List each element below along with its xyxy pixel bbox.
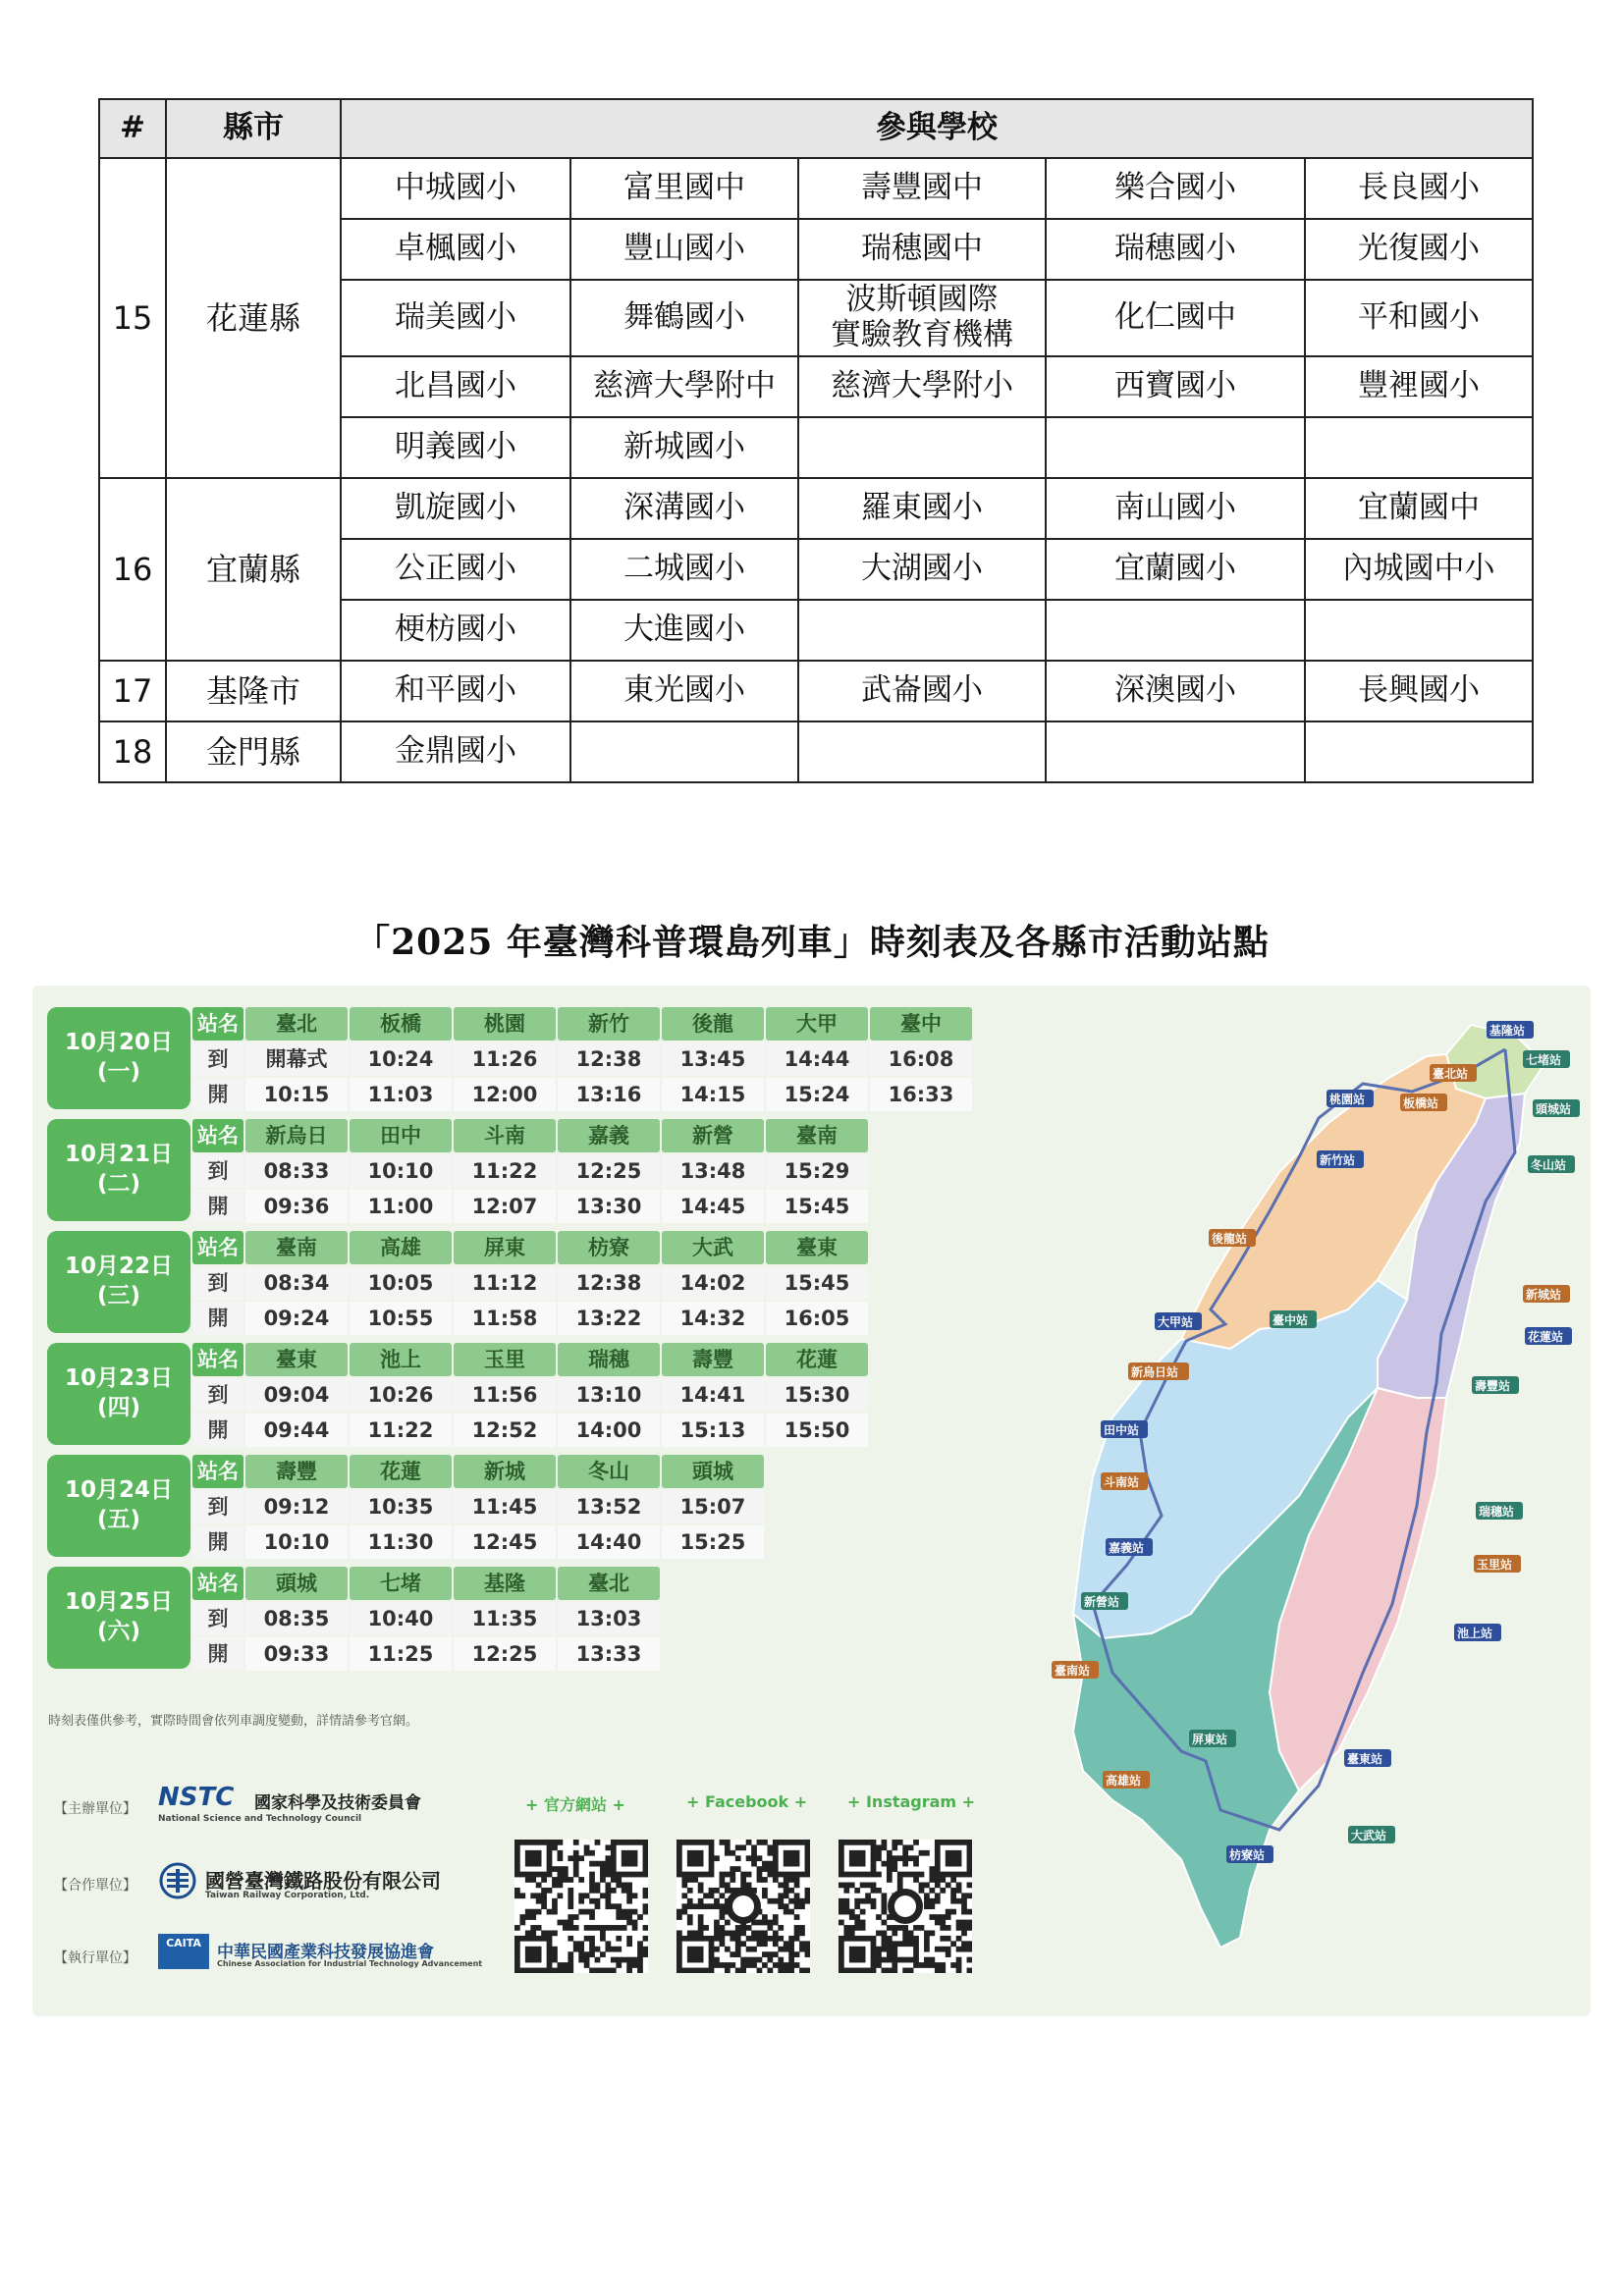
map-station: [1189, 1730, 1236, 1747]
header-city: 縣市: [166, 99, 341, 158]
school-cell: 慈濟大學附小: [798, 356, 1046, 417]
station-name: 冬山: [558, 1455, 660, 1488]
school-cell: 東光國小: [570, 661, 798, 721]
row-number: 17: [99, 661, 166, 721]
time-cell: 15:45: [766, 1190, 868, 1223]
station-name: 嘉義: [558, 1119, 660, 1152]
time-cell: 15:30: [766, 1378, 868, 1412]
map-station-label: 屏東站: [1192, 1733, 1228, 1746]
table-row: [99, 478, 1533, 539]
day-weekday: (六): [96, 1619, 141, 1644]
map-station-label: 新營站: [1084, 1595, 1120, 1609]
station-name: 高雄: [350, 1231, 452, 1264]
map-station: [1525, 1327, 1572, 1345]
time-cell: 12:52: [454, 1414, 556, 1447]
row-label: 開: [192, 1078, 244, 1111]
map-station-label: 新烏日站: [1131, 1365, 1179, 1379]
map-station-label: 新竹站: [1320, 1153, 1356, 1167]
map-station: [1523, 1050, 1570, 1068]
website-link[interactable]: + 官方網站 +: [525, 1795, 625, 1814]
school-cell: [1305, 721, 1533, 782]
row-label: 開: [192, 1414, 244, 1447]
map-station-label: 冬山站: [1531, 1158, 1567, 1172]
station-name: 板橋: [350, 1007, 452, 1041]
organizer-role: 【主辦單位】: [54, 1801, 136, 1817]
school-cell: 中城國小: [341, 158, 570, 219]
time-cell: 11:30: [350, 1525, 452, 1559]
row-label: 站名: [192, 1343, 244, 1376]
school-cell: [798, 600, 1046, 661]
row-label: 開: [192, 1190, 244, 1223]
station-name: 屏東: [454, 1231, 556, 1264]
school-cell: 波斯頓國際 實驗教育機構: [798, 280, 1046, 356]
station-name: 基隆: [454, 1567, 556, 1600]
map-station-label: 板橋站: [1403, 1096, 1439, 1110]
time-cell: 13:10: [558, 1378, 660, 1412]
station-name: 新城: [454, 1455, 556, 1488]
station-name: 玉里: [454, 1343, 556, 1376]
partner-name: 國營臺灣鐵路股份有限公司: [205, 1869, 441, 1893]
time-cell: 15:50: [766, 1414, 868, 1447]
map-station: [1101, 1420, 1148, 1438]
school-cell: 舞鶴國小: [570, 280, 798, 356]
station-name: 臺南: [245, 1231, 348, 1264]
school-cell: 瑞穗國中: [798, 219, 1046, 280]
train-poster: [32, 986, 1591, 2016]
school-cell: [798, 721, 1046, 782]
time-cell: 13:45: [662, 1042, 764, 1076]
time-cell: 10:10: [350, 1154, 452, 1188]
map-station: [1081, 1592, 1128, 1610]
row-label: 站名: [192, 1119, 244, 1152]
map-station: [1103, 1771, 1150, 1789]
map-station: [1454, 1624, 1501, 1641]
map-station-label: 後龍站: [1212, 1232, 1248, 1246]
school-cell: [1046, 600, 1305, 661]
station-name: 臺南: [766, 1119, 868, 1152]
day-date: 10月20日: [64, 1030, 173, 1056]
executor-name: 中華民國產業科技發展協進會: [217, 1943, 434, 1962]
school-cell: 二城國小: [570, 539, 798, 600]
day-date: 10月23日: [64, 1365, 173, 1392]
table-row: [99, 721, 1533, 782]
nstc-logo: NSTC: [158, 1783, 235, 1812]
map-station: [1326, 1090, 1374, 1107]
poster-title: 「2025 年臺灣科普環島列車」時刻表及各縣市活動站點: [354, 922, 1270, 963]
row-label: 到: [192, 1042, 244, 1076]
school-cell: 明義國小: [341, 417, 570, 478]
map-station: [1472, 1376, 1519, 1394]
row-label: 站名: [192, 1231, 244, 1264]
map-station: [1474, 1555, 1521, 1573]
map-station-label: 枋寮站: [1229, 1848, 1266, 1862]
school-cell: 深溝國小: [570, 478, 798, 539]
school-cell: 長興國小: [1305, 661, 1533, 721]
city-cell: 宜蘭縣: [166, 478, 341, 661]
station-name: 瑞穗: [558, 1343, 660, 1376]
school-cell: 豐山國小: [570, 219, 798, 280]
row-label: 站名: [192, 1007, 244, 1041]
map-station: [1209, 1229, 1256, 1247]
school-cell: 深澳國小: [1046, 661, 1305, 721]
school-cell: 宜蘭國中: [1305, 478, 1533, 539]
time-cell: 14:32: [662, 1302, 764, 1335]
time-cell: 10:40: [350, 1602, 452, 1635]
schools-body: [99, 158, 1533, 782]
time-cell: 14:02: [662, 1266, 764, 1300]
time-cell: 16:05: [766, 1302, 868, 1335]
station-name: 田中: [350, 1119, 452, 1152]
map-station-label: 頭城站: [1536, 1102, 1572, 1116]
map-station-label: 池上站: [1457, 1627, 1493, 1640]
executor-role: 【執行單位】: [54, 1950, 136, 1966]
time-cell: 13:30: [558, 1190, 660, 1223]
map-station-label: 斗南站: [1104, 1475, 1140, 1489]
time-cell: 開幕式: [245, 1042, 348, 1076]
time-cell: 08:33: [245, 1154, 348, 1188]
station-name: 新烏日: [245, 1119, 348, 1152]
map-station-label: 桃園站: [1329, 1093, 1366, 1106]
time-cell: 09:36: [245, 1190, 348, 1223]
map-station-label: 瑞穗站: [1479, 1505, 1515, 1519]
school-cell: 羅東國小: [798, 478, 1046, 539]
station-name: 臺東: [245, 1343, 348, 1376]
time-cell: 12:07: [454, 1190, 556, 1223]
map-station-label: 臺南站: [1055, 1664, 1091, 1678]
station-name: 頭城: [662, 1455, 764, 1488]
time-cell: 10:35: [350, 1490, 452, 1523]
taiwan-route-map: [32, 986, 1591, 2016]
time-cell: 16:33: [870, 1078, 972, 1111]
school-cell: 壽豐國中: [798, 158, 1046, 219]
executor-name-en: Chinese Association for Industrial Technology Advancement: [217, 1959, 483, 1968]
station-name: 臺中: [870, 1007, 972, 1041]
station-name: 斗南: [454, 1119, 556, 1152]
day-weekday: (三): [96, 1283, 141, 1308]
time-cell: 16:08: [870, 1042, 972, 1076]
station-name: 新營: [662, 1119, 764, 1152]
time-cell: 14:41: [662, 1378, 764, 1412]
school-cell: 光復國小: [1305, 219, 1533, 280]
map-station: [1344, 1749, 1391, 1767]
station-name: 七堵: [350, 1567, 452, 1600]
school-cell: 金鼎國小: [341, 721, 570, 782]
row-label: 到: [192, 1490, 244, 1523]
station-name: 花蓮: [766, 1343, 868, 1376]
map-station-label: 新城站: [1526, 1288, 1562, 1302]
school-cell: 北昌國小: [341, 356, 570, 417]
day-date: 10月25日: [64, 1589, 173, 1616]
station-name: 大甲: [766, 1007, 868, 1041]
map-station-label: 嘉義站: [1109, 1541, 1145, 1555]
map-station-label: 壽豐站: [1475, 1379, 1511, 1393]
map-station: [1430, 1064, 1477, 1082]
caita-logo: CAITA: [158, 1934, 209, 1969]
station-name: 新竹: [558, 1007, 660, 1041]
day-date: 10月21日: [64, 1142, 173, 1168]
time-cell: 10:10: [245, 1525, 348, 1559]
station-name: 枋寮: [558, 1231, 660, 1264]
map-station: [1400, 1094, 1447, 1111]
time-cell: 10:05: [350, 1266, 452, 1300]
time-cell: 15:07: [662, 1490, 764, 1523]
station-name: 後龍: [662, 1007, 764, 1041]
table-header-row: [99, 99, 1533, 158]
time-cell: 12:45: [454, 1525, 556, 1559]
map-station: [1528, 1155, 1575, 1173]
school-cell: 化仁國中: [1046, 280, 1305, 356]
table-row: [99, 158, 1533, 219]
school-cell: 新城國小: [570, 417, 798, 478]
row-label: 開: [192, 1525, 244, 1559]
school-cell: 慈濟大學附中: [570, 356, 798, 417]
map-station-label: 七堵站: [1526, 1053, 1562, 1067]
row-label: 開: [192, 1637, 244, 1671]
time-cell: 09:24: [245, 1302, 348, 1335]
school-cell: [1046, 721, 1305, 782]
school-cell: [798, 417, 1046, 478]
school-cell: 武崙國小: [798, 661, 1046, 721]
time-cell: 12:25: [558, 1154, 660, 1188]
time-cell: 11:45: [454, 1490, 556, 1523]
map-station-label: 高雄站: [1106, 1774, 1142, 1788]
map-station: [1155, 1312, 1202, 1330]
map-station: [1487, 1021, 1534, 1039]
time-cell: 10:15: [245, 1078, 348, 1111]
station-name: 池上: [350, 1343, 452, 1376]
map-station-label: 玉里站: [1477, 1558, 1513, 1572]
row-label: 站名: [192, 1567, 244, 1600]
row-label: 到: [192, 1378, 244, 1412]
row-number: 15: [99, 158, 166, 478]
day-weekday: (五): [96, 1507, 141, 1532]
row-number: 18: [99, 721, 166, 782]
school-cell: 瑞穗國小: [1046, 219, 1305, 280]
map-station-label: 花蓮站: [1528, 1330, 1564, 1344]
header-schools: 參與學校: [341, 99, 1533, 158]
school-cell: 公正國小: [341, 539, 570, 600]
school-cell: 富里國中: [570, 158, 798, 219]
school-cell: 長良國小: [1305, 158, 1533, 219]
school-cell: [570, 721, 798, 782]
time-cell: 14:15: [662, 1078, 764, 1111]
timetable-note: 時刻表僅供參考，實際時間會依列車調度變動，詳情請參考官網。: [48, 1714, 419, 1729]
school-cell: 西寶國小: [1046, 356, 1305, 417]
school-cell: 和平國小: [341, 661, 570, 721]
station-name: 臺北: [245, 1007, 348, 1041]
time-cell: 12:38: [558, 1266, 660, 1300]
time-cell: 09:33: [245, 1637, 348, 1671]
map-station: [1476, 1502, 1523, 1520]
city-cell: 金門縣: [166, 721, 341, 782]
school-cell: 瑞美國小: [341, 280, 570, 356]
time-cell: 09:12: [245, 1490, 348, 1523]
time-cell: 13:33: [558, 1637, 660, 1671]
map-station-label: 基隆站: [1489, 1024, 1526, 1038]
time-cell: 11:56: [454, 1378, 556, 1412]
map-station-label: 臺中站: [1272, 1313, 1309, 1327]
station-name: 大武: [662, 1231, 764, 1264]
row-label: 到: [192, 1266, 244, 1300]
school-cell: 大進國小: [570, 600, 798, 661]
school-cell: 宜蘭國小: [1046, 539, 1305, 600]
school-cell: 梗枋國小: [341, 600, 570, 661]
map-station-label: 田中站: [1104, 1423, 1140, 1437]
station-name: 桃園: [454, 1007, 556, 1041]
time-cell: 14:40: [558, 1525, 660, 1559]
day-date: 10月24日: [64, 1477, 173, 1504]
time-cell: 13:03: [558, 1602, 660, 1635]
partner-name-en: Taiwan Railway Corporation, Ltd.: [205, 1891, 370, 1900]
instagram-link[interactable]: + Instagram +: [847, 1792, 976, 1811]
time-cell: 15:13: [662, 1414, 764, 1447]
station-name: 頭城: [245, 1567, 348, 1600]
station-name: 壽豐: [662, 1343, 764, 1376]
time-cell: 15:24: [766, 1078, 868, 1111]
station-name: 花蓮: [350, 1455, 452, 1488]
time-cell: 11:22: [454, 1154, 556, 1188]
time-cell: 11:03: [350, 1078, 452, 1111]
school-cell: 卓楓國小: [341, 219, 570, 280]
time-cell: 10:26: [350, 1378, 452, 1412]
station-name: 臺東: [766, 1231, 868, 1264]
map-station: [1101, 1472, 1148, 1490]
organizer-name: 國家科學及技術委員會: [254, 1793, 421, 1813]
header-num: #: [99, 99, 166, 158]
school-cell: 樂合國小: [1046, 158, 1305, 219]
row-number: 16: [99, 478, 166, 661]
time-cell: 15:29: [766, 1154, 868, 1188]
time-cell: 12:25: [454, 1637, 556, 1671]
row-label: 到: [192, 1602, 244, 1635]
school-cell: 內城國中小: [1305, 539, 1533, 600]
school-cell: 南山國小: [1046, 478, 1305, 539]
time-cell: 13:48: [662, 1154, 764, 1188]
row-label: 站名: [192, 1455, 244, 1488]
time-cell: 12:00: [454, 1078, 556, 1111]
time-cell: 11:58: [454, 1302, 556, 1335]
organizer-name-en: National Science and Technology Council: [158, 1814, 362, 1824]
day-weekday: (一): [96, 1059, 141, 1085]
time-cell: 08:34: [245, 1266, 348, 1300]
day-weekday: (二): [96, 1171, 141, 1197]
school-cell: 凱旋國小: [341, 478, 570, 539]
time-cell: 13:16: [558, 1078, 660, 1111]
map-station-label: 大武站: [1351, 1829, 1387, 1842]
map-station-label: 大甲站: [1158, 1315, 1194, 1329]
city-cell: 基隆市: [166, 661, 341, 721]
map-station-label: 臺北站: [1433, 1067, 1469, 1081]
map-station: [1128, 1362, 1189, 1380]
city-cell: 花蓮縣: [166, 158, 341, 478]
school-cell: [1305, 417, 1533, 478]
time-cell: 14:45: [662, 1190, 764, 1223]
school-cell: 大湖國小: [798, 539, 1046, 600]
school-cell: 豐裡國小: [1305, 356, 1533, 417]
schools-table: [98, 98, 1534, 783]
time-cell: 14:00: [558, 1414, 660, 1447]
row-label: 開: [192, 1302, 244, 1335]
time-cell: 12:38: [558, 1042, 660, 1076]
day-weekday: (四): [96, 1395, 141, 1420]
day-date: 10月22日: [64, 1254, 173, 1280]
school-cell: 平和國小: [1305, 280, 1533, 356]
table-row: [99, 661, 1533, 721]
time-cell: 11:35: [454, 1602, 556, 1635]
map-station: [1052, 1661, 1099, 1679]
time-cell: 09:44: [245, 1414, 348, 1447]
map-station-label: 臺東站: [1347, 1752, 1383, 1766]
time-cell: 11:22: [350, 1414, 452, 1447]
time-cell: 13:22: [558, 1302, 660, 1335]
time-cell: 11:26: [454, 1042, 556, 1076]
map-station: [1533, 1099, 1580, 1117]
map-station: [1106, 1538, 1153, 1556]
school-cell: [1046, 417, 1305, 478]
row-label: 到: [192, 1154, 244, 1188]
station-name: 臺北: [558, 1567, 660, 1600]
time-cell: 11:25: [350, 1637, 452, 1671]
time-cell: 10:24: [350, 1042, 452, 1076]
time-cell: 09:04: [245, 1378, 348, 1412]
time-cell: 15:25: [662, 1525, 764, 1559]
partner-role: 【合作單位】: [54, 1878, 136, 1894]
school-cell: [1305, 600, 1533, 661]
map-station: [1317, 1150, 1364, 1168]
time-cell: 08:35: [245, 1602, 348, 1635]
map-station: [1226, 1845, 1273, 1863]
map-station: [1270, 1310, 1317, 1328]
facebook-link[interactable]: + Facebook +: [686, 1792, 808, 1811]
time-cell: 15:45: [766, 1266, 868, 1300]
time-cell: 10:55: [350, 1302, 452, 1335]
time-cell: 11:00: [350, 1190, 452, 1223]
time-cell: 13:52: [558, 1490, 660, 1523]
map-station: [1523, 1285, 1570, 1303]
map-station: [1348, 1826, 1395, 1843]
time-cell: 11:12: [454, 1266, 556, 1300]
time-cell: 14:44: [766, 1042, 868, 1076]
station-name: 壽豐: [245, 1455, 348, 1488]
